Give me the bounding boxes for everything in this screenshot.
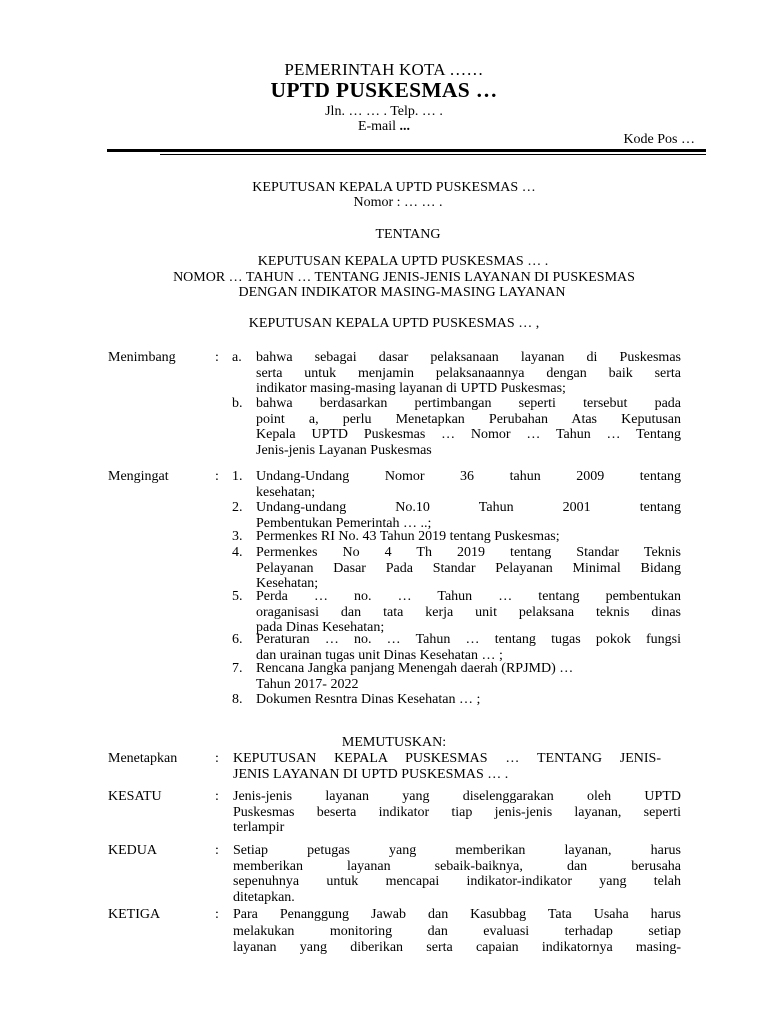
kesatu-text xyxy=(233,789,681,836)
letterhead-government: PEMERINTAH KOTA …… xyxy=(284,60,484,79)
ketiga-colon: : xyxy=(215,907,219,922)
letterhead-divider-thick xyxy=(107,149,706,152)
menetapkan-colon: : xyxy=(215,751,219,766)
text-line: Undang-undang No.10 Tahun 2001 tentang xyxy=(256,500,681,515)
menimbang-marker: a. xyxy=(232,350,242,365)
email-value: ... xyxy=(399,119,411,134)
memutuskan-heading: MEMUTUSKAN: xyxy=(341,735,447,750)
mengingat-marker: 3. xyxy=(232,529,243,544)
menimbang-item xyxy=(256,350,681,397)
text-line: memberikan layanan sebaik-baiknya, dan berusaha xyxy=(233,858,681,874)
text-line: Jenis-jenis Layanan Puskesmas xyxy=(256,442,432,458)
menetapkan-label: Menetapkan xyxy=(108,751,178,766)
letterhead-postal-code: Kode Pos … xyxy=(623,132,695,147)
text-line: Undang-Undang Nomor 36 tahun 2009 tentang xyxy=(256,469,681,484)
letterhead-address: Jln. … … . Telp. … . xyxy=(325,104,443,119)
text-line: dan urainan tugas unit Dinas Kesehatan … ; xyxy=(256,647,503,663)
ketiga-label: KETIGA xyxy=(108,907,161,922)
decree-subject-line: KEPUTUSAN KEPALA UPTD PUSKESMAS … . xyxy=(257,254,549,269)
menetapkan-text xyxy=(233,751,661,782)
decree-subject-line: DENGAN INDIKATOR MASING-MASING LAYANAN xyxy=(238,285,566,300)
text-line: pada Dinas Kesehatan; xyxy=(256,620,385,635)
kesatu-colon: : xyxy=(215,789,219,804)
text-line: Rencana Jangka panjang Menengah daerah (RPJMD) … xyxy=(256,661,574,676)
text-line: Permenkes No 4 Th 2019 tentang Standar Teknis xyxy=(256,545,681,560)
text-line: Dokumen Resntra Dinas Kesehatan … ; xyxy=(256,692,481,707)
text-line: Pelayanan Dasar Pada Standar Pelayanan Minimal Bidang xyxy=(256,560,681,576)
decree-subject-line: NOMOR … TAHUN … TENTANG JENIS-JENIS LAYANAN DI PUSKESMAS xyxy=(173,270,635,285)
mengingat-item xyxy=(256,545,681,592)
mengingat-marker: 8. xyxy=(232,692,243,707)
mengingat-marker: 6. xyxy=(232,632,243,647)
letterhead-institution: UPTD PUSKESMAS … xyxy=(270,78,498,102)
ketiga-text xyxy=(233,907,681,957)
text-line: Puskesmas beserta indikator tiap jenis-jenis layanan, seperti xyxy=(233,804,681,820)
text-line: layanan yang diberikan serta capaian indikatornya masing- xyxy=(233,940,681,955)
text-line: terlampir xyxy=(233,820,285,836)
text-line: sepenuhnya untuk mencapai indikator-indikator yang telah xyxy=(233,874,681,890)
text-line: Kepala UPTD Puskesmas … Nomor … Tahun … Tentang xyxy=(256,427,681,442)
text-line: bahwa berdasarkan pertimbangan seperti tersebut pada xyxy=(256,396,681,411)
mengingat-marker: 7. xyxy=(232,661,243,676)
email-label: E-mail xyxy=(357,119,397,134)
kesatu-label: KESATU xyxy=(108,789,162,804)
text-line: oraganisasi dan tata kerja unit pelaksana teknis dinas xyxy=(256,604,681,620)
menimbang-colon: : xyxy=(215,350,219,365)
menimbang-item xyxy=(256,396,681,458)
text-line: bahwa sebagai dasar pelaksanaan layanan di Puskesmas xyxy=(256,350,681,365)
letterhead-divider-thin xyxy=(160,154,706,155)
text-line: ditetapkan. xyxy=(233,890,295,906)
text-line: indikator masing-masing layanan di UPTD Puskesmas; xyxy=(256,381,566,396)
text-line: kesehatan; xyxy=(256,484,316,500)
mengingat-marker: 1. xyxy=(232,469,243,484)
menimbang-label: Menimbang xyxy=(108,350,176,365)
mengingat-marker: 4. xyxy=(232,545,243,560)
mengingat-marker: 5. xyxy=(232,589,243,604)
mengingat-colon: : xyxy=(215,469,219,484)
text-line: serta untuk menjamin pelaksanaannya dengan baik serta xyxy=(256,365,681,381)
text-line: Pembentukan Pemerintah … ..; xyxy=(256,515,432,531)
decree-about: TENTANG xyxy=(375,227,441,242)
mengingat-item xyxy=(256,632,681,663)
mengingat-item xyxy=(256,529,681,545)
decree-issuer: KEPUTUSAN KEPALA UPTD PUSKESMAS … , xyxy=(248,316,540,331)
menimbang-marker: b. xyxy=(232,396,243,411)
text-line: melakukan monitoring dan evaluasi terhadap setiap xyxy=(233,923,681,939)
decree-number: Nomor : … … . xyxy=(353,195,443,210)
text-line: Setiap petugas yang memberikan layanan, harus xyxy=(233,843,681,858)
decree-heading: KEPUTUSAN KEPALA UPTD PUSKESMAS … xyxy=(252,180,536,195)
kedua-label: KEDUA xyxy=(108,843,157,858)
kedua-colon: : xyxy=(215,843,219,858)
mengingat-item xyxy=(256,469,681,500)
text-line: Kesehatan; xyxy=(256,576,319,591)
text-line: KEPUTUSAN KEPALA PUSKESMAS … TENTANG JENIS- xyxy=(233,751,661,766)
kedua-text xyxy=(233,843,681,906)
mengingat-label: Mengingat xyxy=(108,469,169,484)
text-line: Jenis-jenis layanan yang diselenggarakan oleh UPTD xyxy=(233,789,681,804)
text-line: Permenkes RI No. 43 Tahun 2019 tentang Puskesmas; xyxy=(256,529,560,544)
text-line: Tahun 2017- 2022 xyxy=(256,676,359,692)
mengingat-item xyxy=(256,692,681,708)
text-line: point a, perlu Menetapkan Perubahan Atas Keputusan xyxy=(256,411,681,427)
mengingat-item xyxy=(256,589,681,636)
mengingat-marker: 2. xyxy=(232,500,243,515)
text-line: Peraturan … no. … Tahun … tentang tugas pokok fungsi xyxy=(256,632,681,647)
mengingat-item xyxy=(256,661,681,692)
text-line: Perda … no. … Tahun … tentang pembentukan xyxy=(256,589,681,604)
text-line: Para Penanggung Jawab dan Kasubbag Tata Usaha harus xyxy=(233,907,681,922)
mengingat-item xyxy=(256,500,681,531)
text-line: JENIS LAYANAN DI UPTD PUSKESMAS … . xyxy=(233,766,509,782)
